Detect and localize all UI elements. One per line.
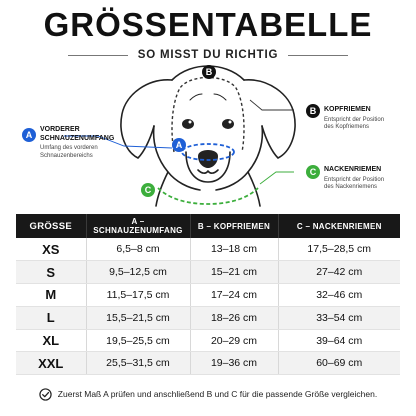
- muzzle-cell: 15,5–21,5 cm: [86, 306, 190, 329]
- dog-mouth: [198, 170, 218, 173]
- callout-b: [324, 106, 414, 132]
- table-row: [16, 306, 400, 329]
- header-a: A – SCHNAUZENUMFANG: [86, 214, 190, 238]
- divider-right: [288, 55, 348, 56]
- neckstrap-cell: 32–46 cm: [278, 284, 400, 307]
- callout-a-title-1: VORDERER: [40, 126, 80, 133]
- headstrap-cell: 17–24 cm: [190, 284, 278, 307]
- muzzle-cell: 25,5–31,5 cm: [86, 352, 190, 375]
- dog-eye-left: [182, 119, 194, 129]
- headstrap-cell: 15–21 cm: [190, 261, 278, 284]
- size-cell: L: [16, 306, 86, 329]
- table-row: [16, 352, 400, 375]
- neckstrap-cell: 17,5–28,5 cm: [278, 238, 400, 261]
- headstrap-cell: 13–18 cm: [190, 238, 278, 261]
- callout-c-desc-2: des Nackenriemens: [324, 184, 378, 190]
- muzzle-cell: 11,5–17,5 cm: [86, 284, 190, 307]
- dog-eye-right: [222, 119, 234, 129]
- footer-note: [0, 385, 416, 403]
- muzzle-cell: 9,5–12,5 cm: [86, 261, 190, 284]
- muzzle-cell: 6,5–8 cm: [86, 238, 190, 261]
- size-cell: XS: [16, 238, 86, 261]
- neckstrap-cell: 60–69 cm: [278, 352, 400, 375]
- neckstrap-cell: 39–64 cm: [278, 329, 400, 352]
- size-table: [16, 214, 400, 375]
- table-header-row: [16, 214, 400, 238]
- headstrap-cell: 19–36 cm: [190, 352, 278, 375]
- dog-ear-right: [244, 80, 295, 158]
- callout-a-desc-1: Umfang des vorderen: [40, 145, 98, 151]
- table-row: [16, 329, 400, 352]
- table-row: [16, 261, 400, 284]
- neckstrap-cell: 33–54 cm: [278, 306, 400, 329]
- header-size: GRÖSSE: [16, 214, 86, 238]
- header-c: C – NACKENRIEMEN: [278, 214, 400, 238]
- dog-cheek-left: [154, 126, 200, 190]
- headstrap-cell: 20–29 cm: [190, 329, 278, 352]
- size-cell: M: [16, 284, 86, 307]
- size-cell: XL: [16, 329, 86, 352]
- callout-c: [324, 166, 414, 192]
- subtitle: SO MISST DU RICHTIG: [137, 49, 279, 61]
- table-row: [16, 238, 400, 261]
- check-circle-icon: [39, 388, 52, 401]
- leader-c: [260, 172, 294, 184]
- neckstrap-line: [158, 188, 258, 204]
- leader-b: [250, 100, 294, 110]
- callout-a-desc-2: Schnauzenbereichs: [40, 152, 93, 159]
- size-table-wrap: [16, 214, 400, 375]
- callout-c-desc-1: Entspricht der Position: [324, 176, 385, 183]
- divider-left: [68, 55, 128, 56]
- badge-c-neck: C: [141, 183, 155, 197]
- table-row: [16, 284, 400, 307]
- callout-a: [40, 126, 132, 160]
- badge-a-muzzle: A: [172, 138, 186, 152]
- size-cell: XXL: [16, 352, 86, 375]
- callout-b-desc-2: des Kopfriemens: [324, 124, 370, 130]
- footer-text: Zuerst Maß A prüfen und anschließend B und C für die passende Größe vergleichen.: [57, 389, 378, 399]
- headstrap-cell: 18–26 cm: [190, 306, 278, 329]
- header-b: B – KOPFRIEMEN: [190, 214, 278, 238]
- callout-c-title: NACKENRIEMEN: [324, 166, 382, 173]
- badge-b: B: [306, 104, 320, 118]
- callout-a-title-2: SCHNAUZENUMFANG: [40, 134, 115, 142]
- muzzle-cell: 19,5–25,5 cm: [86, 329, 190, 352]
- callout-b-desc-1: Entspricht der Position: [324, 116, 385, 123]
- badge-b-top: B: [202, 65, 216, 79]
- badge-c: C: [306, 165, 320, 179]
- size-cell: S: [16, 261, 86, 284]
- callout-b-title: KOPFRIEMEN: [324, 106, 371, 113]
- badge-a: A: [22, 128, 36, 142]
- neckstrap-cell: 27–42 cm: [278, 261, 400, 284]
- page-title: GRÖSSENTABELLE: [43, 6, 373, 43]
